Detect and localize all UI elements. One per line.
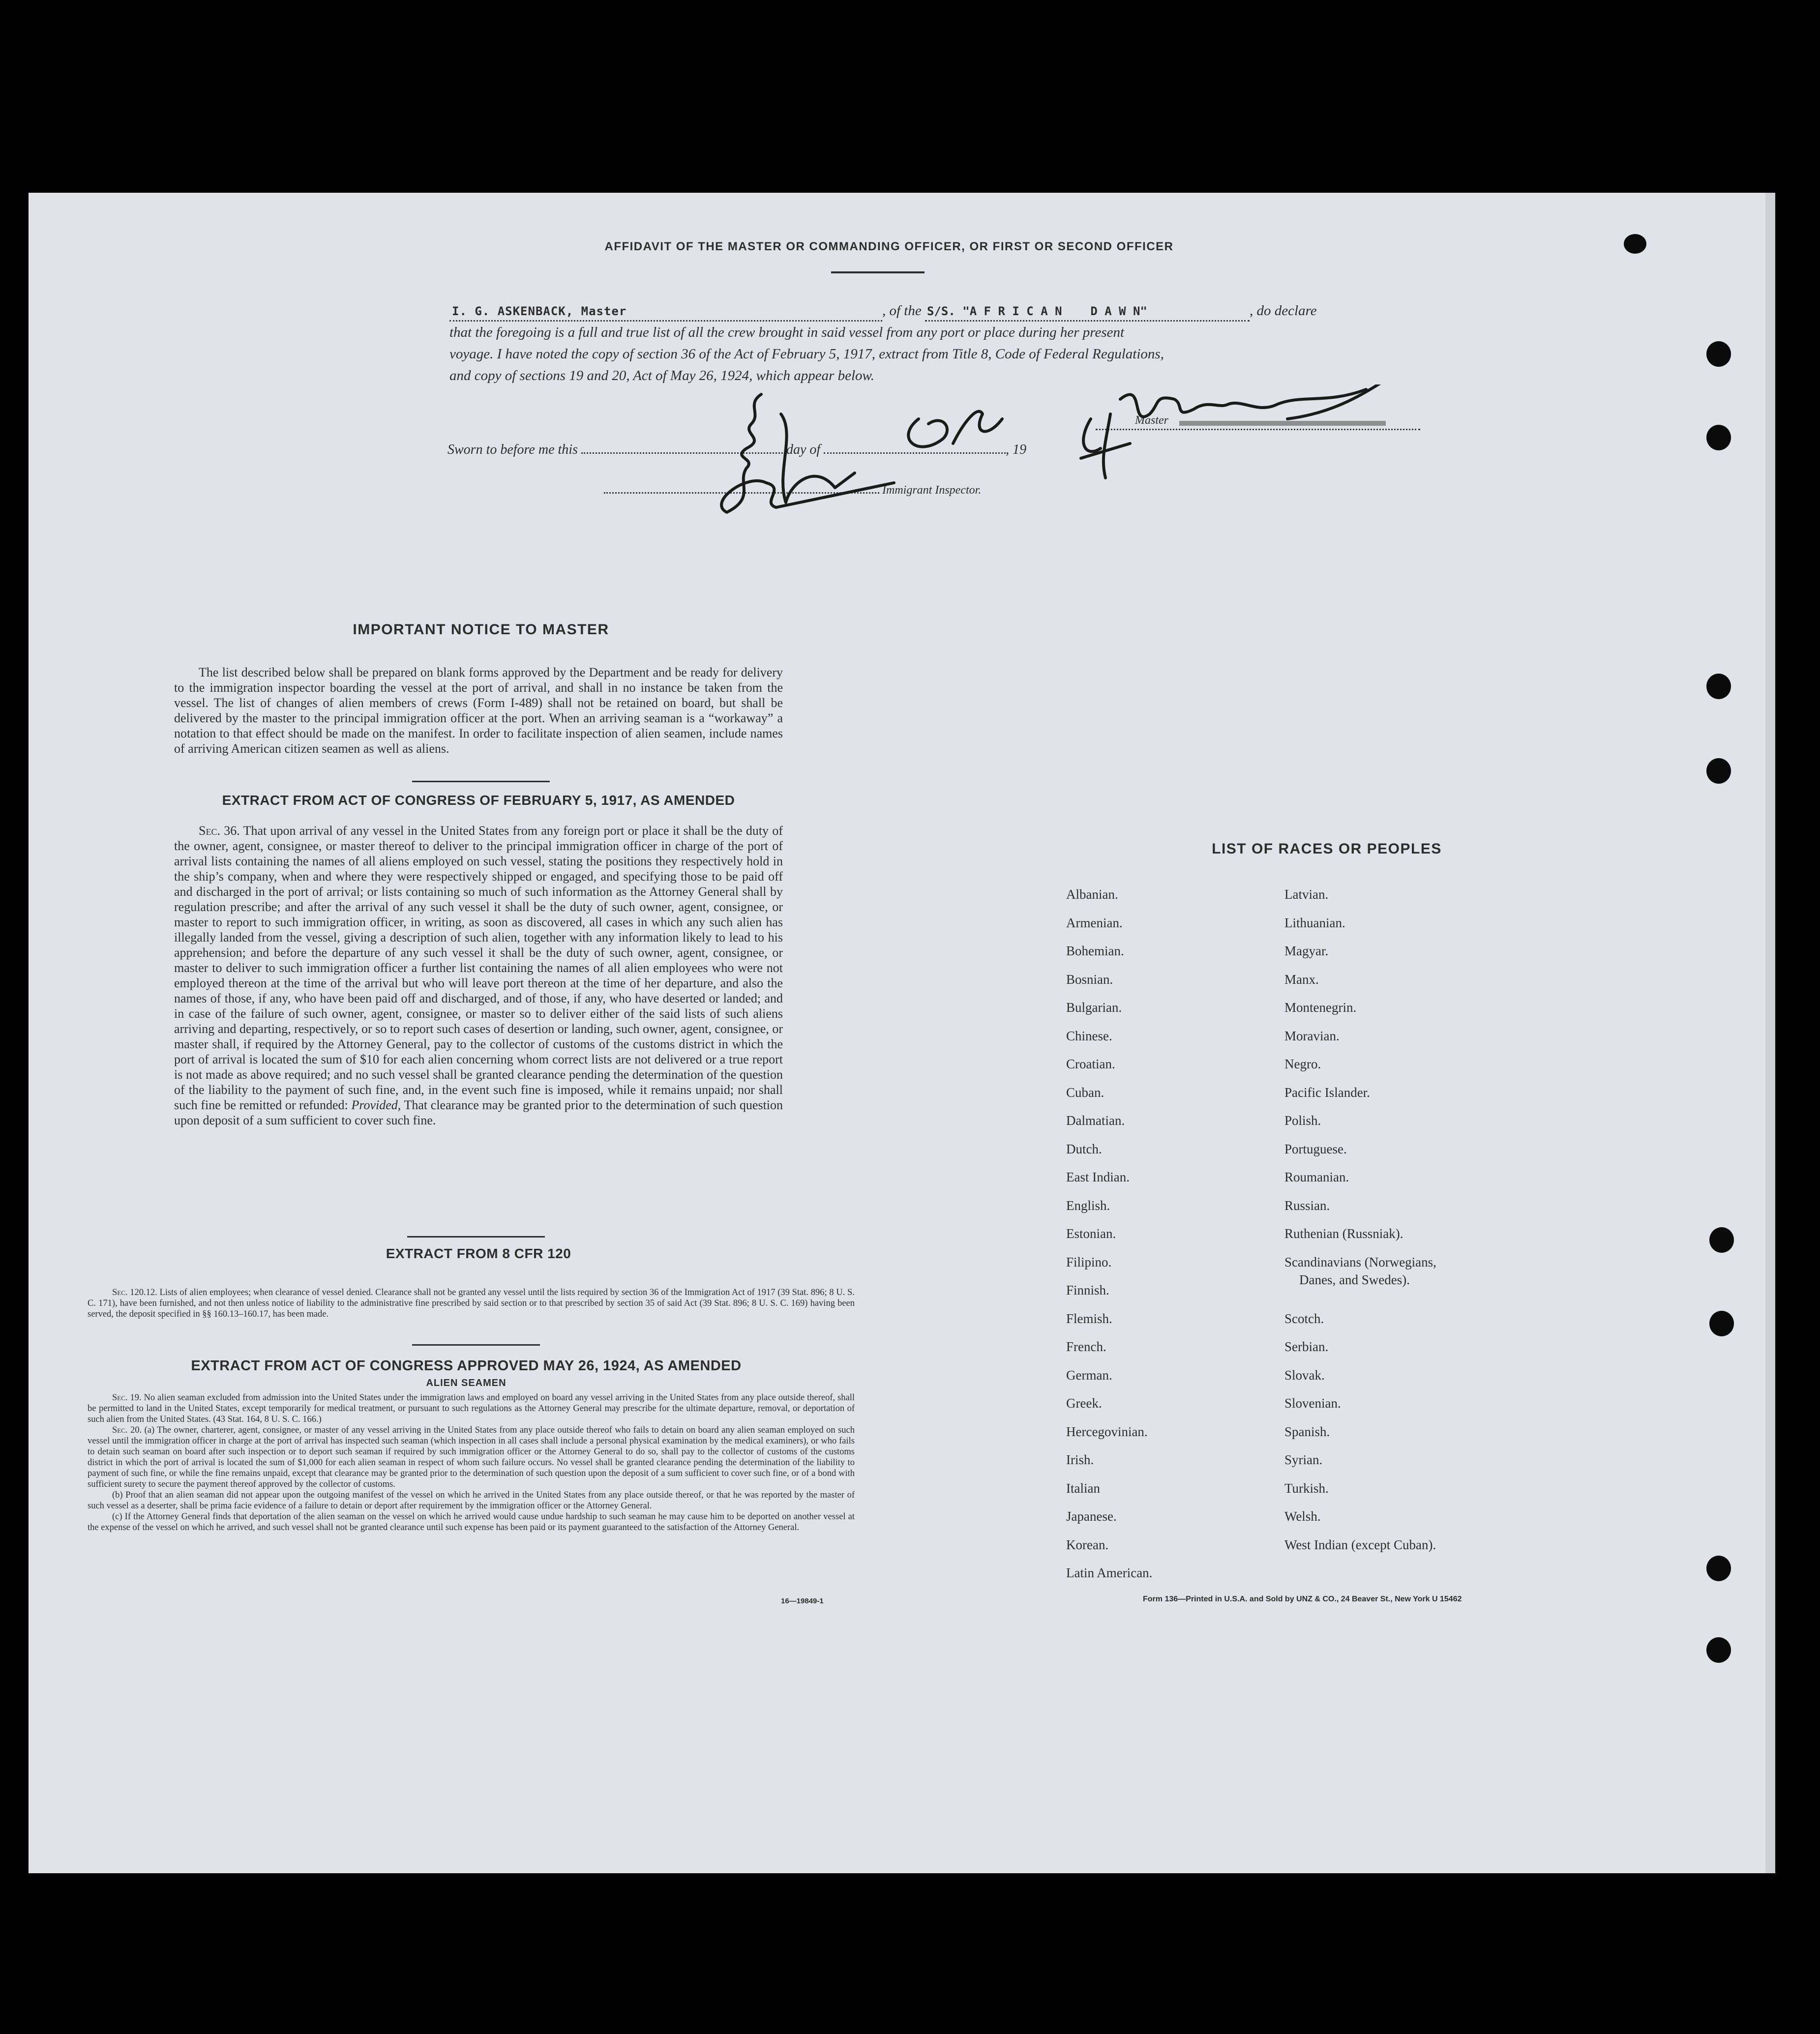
- notice-paragraph: [174, 665, 783, 756]
- race-item: Spanish.: [1284, 1424, 1330, 1439]
- race-item: Irish.: [1066, 1452, 1094, 1467]
- race-item: Portuguese.: [1284, 1141, 1347, 1156]
- extract-1917-body: [174, 823, 783, 1128]
- of-the-label: , of the: [882, 303, 922, 319]
- notice-title: IMPORTANT NOTICE TO MASTER: [353, 621, 609, 638]
- inspector-label: Immigrant Inspector.: [882, 484, 982, 497]
- sec-20a-paragraph: [88, 1425, 855, 1490]
- handwritten-signatures: [687, 384, 1405, 527]
- race-item: Latvian.: [1284, 887, 1329, 902]
- race-item: Polish.: [1284, 1113, 1321, 1128]
- sec-19-text: No alien seaman excluded from admission into the United States under the immigration laws and employed on board any vessel arriving in the United States from any place outside thereof, shall be permitted to land in the United States, except temporarily for medical treatment, or pursuant to such regulations as the Attorney General may prescribe for the ultimate departure, removal, or deportation of such alien from the United States. (43 Stat. 164, 8 U. S. C. 166.): [88, 1393, 855, 1424]
- alien-seamen-subtitle: ALIEN SEAMEN: [426, 1378, 507, 1388]
- races-title: LIST OF RACES OR PEOPLES: [1212, 841, 1442, 857]
- print-code: 16—19849-1: [781, 1597, 824, 1605]
- race-item: Bosnian.: [1066, 972, 1113, 987]
- declaration-line-4: and copy of sections 19 and 20, Act of May 26, 1924, which appear below.: [449, 368, 874, 383]
- races-list-left: [1066, 887, 1263, 1594]
- extract-1917-divider: [407, 1236, 545, 1238]
- master-name-value: I. G. ASKENBACK, Master: [452, 304, 627, 318]
- race-item: English.: [1066, 1198, 1110, 1213]
- affidavit-title: AFFIDAVIT OF THE MASTER OR COMMANDING OFFICER, OR FIRST OR SECOND OFFICER: [604, 240, 1174, 253]
- inspector-signature-stroke: [721, 394, 894, 512]
- master-name-field[interactable]: [449, 302, 882, 322]
- sec-36-label: Sec. 36.: [199, 824, 240, 838]
- race-item: Turkish.: [1284, 1480, 1329, 1496]
- vessel-name-value: S/S. "A F R I C A N D A W N": [927, 304, 1147, 318]
- sec-36-paragraph: [174, 823, 783, 1128]
- race-item: Filipino.: [1066, 1254, 1112, 1269]
- race-item: Lithuanian.: [1284, 915, 1345, 930]
- punch-hole: [1706, 425, 1731, 450]
- sec-20a-text: (a) The owner, charterer, agent, consignee, or master of any vessel arriving in the United States from any place outside thereof who fails to detain on board any alien seaman employed on such vessel until the immigration officer in charge at the port of arrival has inspected such seaman (which inspection in all cases shall include a personal physical examination by the medical examiners), or who fails to detain such seaman on board after such inspection or to deport such seaman if required by such immigration officer or the Attorney General to do so, shall pay to the collector of customs of the customs district in which the port of arrival is located the sum of $1,000 for each alien seaman in respect of whom such failure occurs. No vessel shall be granted clearance pending the determination of the liability to payment of such fine, or while the fine remains unpaid, except that clearance may be granted prior to the determination of such question upon the deposit of a sum sufficient to cover such fine, or of a bond with sufficient surety to secure the payment thereof approved by the collector of customs.: [88, 1425, 855, 1489]
- sheet-edge: [1765, 193, 1775, 1873]
- race-item: Syrian.: [1284, 1452, 1323, 1467]
- race-item: Latin American.: [1066, 1565, 1153, 1580]
- day-of-label: day of: [786, 442, 821, 457]
- race-item: Albanian.: [1066, 887, 1118, 902]
- do-declare-label: , do declare: [1250, 303, 1317, 319]
- race-item: Flemish.: [1066, 1311, 1112, 1326]
- race-item: French.: [1066, 1339, 1106, 1354]
- extract-cfr-divider: [412, 1344, 540, 1346]
- sec-120-12-label: Sec. 120.12.: [112, 1288, 157, 1297]
- punch-hole: [1706, 674, 1731, 699]
- title-rule: [831, 271, 925, 273]
- sec-20b-paragraph: (b) Proof that an alien seaman did not appear upon the outgoing manifest of the vessel on which he arrived in the United States from any place outside thereof, or that he was reported by the master of such vessel as a deserter, shall be prima facie evidence of a failure to detain or deport after requirement by the immigration officer or the Attorney General.: [88, 1490, 855, 1511]
- punch-hole: [1709, 1227, 1734, 1253]
- race-item: Manx.: [1284, 972, 1319, 987]
- punch-hole: [1706, 341, 1731, 367]
- sec-36-text: That upon arrival of any vessel in the United States from any foreign port or place it shall be the duty of the owner, agent, consignee, or master thereof to deliver to the principal immigration officer in charge of the port of arrival lists containing the names of all aliens employed on such vessel, stating the positions they respectively hold in the ship’s company, when and where they were respectively shipped or engaged, and specifying those to be paid off and discharged in the port of arrival; or lists containing so much of such information as the Attorney General shall by regulation prescribe; and after the arrival of any such vessel it shall be the duty of such owner, agent, consignee, or master to report to such immigration officer, in writing, as soon as discovered, all cases in which any such alien has illegally landed from the vessel, giving a description of such alien, together with any information likely to lead to his apprehension; and before the departure of any such vessel it shall be the duty of such owner, agent, consignee, or master to deliver to such immigration officer a further list containing the names of all alien employees who were not employed thereon at the time of the arrival but who will leave port thereon at the time of her departure, and also the names of those, if any, who have been paid off and discharged, and of those, if any, who have deserted or landed; and in case of the failure of such owner, agent, consignee, or master so to deliver either of the said lists of such aliens arriving and departing, respectively, or so to report such cases of desertion or landing, such owner, agent, consignee, or master shall, if required by the Attorney General, pay to the collector of customs of the customs district in which the port of arrival is located the sum of $10 for each alien concerning whom correct lists are not delivered or a true report is not made as above required; and no such vessel shall be granted clearance pending the determination of the question of the liability to the payment of such fine, and, in the event such fine is imposed, while it remains unpaid; nor shall such fine be remitted or refunded:: [174, 824, 783, 1112]
- sec-19-label: Sec. 19.: [112, 1393, 142, 1403]
- notice-text: The list described below shall be prepared on blank forms approved by the Department and be ready for delivery to the immigration inspector boarding the vessel at the port of arrival, and shall in no instance be taken from the vessel. The list of changes of alien members of crews (Form I-489) shall not be retained on board, but shall be delivered by the master to the principal immigration officer at the port. When an arriving seaman is a “workaway” a notation to that effect should be made on the manifest. In order to facilitate inspection of alien seamen, include names of arriving American citizen seamen as well as aliens.: [174, 665, 783, 756]
- race-item: Armenian.: [1066, 915, 1123, 930]
- sec-20-label: Sec. 20.: [112, 1425, 142, 1435]
- declaration-block: [449, 300, 1433, 386]
- race-item: Slovenian.: [1284, 1396, 1341, 1411]
- handwritten-month-stroke: [908, 412, 1002, 447]
- declaration-line-3: voyage. I have noted the copy of section 36 of the Act of February 5, 1917, extract from Title 8, Code of Federal Regulations,: [449, 346, 1164, 362]
- race-item: Welsh.: [1284, 1509, 1321, 1524]
- race-item: Bohemian.: [1066, 943, 1124, 958]
- races-list-right: [1284, 887, 1560, 1565]
- race-item: East Indian.: [1066, 1170, 1130, 1184]
- punch-hole: [1709, 1311, 1734, 1336]
- notice-divider: [412, 781, 550, 782]
- declaration-line-1: [449, 300, 1433, 322]
- race-item: Greek.: [1066, 1396, 1102, 1411]
- inspector-signature-stroke-2: [781, 414, 855, 502]
- race-item: Moravian.: [1284, 1028, 1340, 1043]
- punch-hole: [1624, 234, 1646, 254]
- race-item: Dutch.: [1066, 1141, 1102, 1156]
- extract-1924-title: EXTRACT FROM ACT OF CONGRESS APPROVED MAY 26, 1924, AS AMENDED: [191, 1358, 742, 1374]
- form-page: [29, 193, 1765, 1873]
- race-item: Scotch.: [1284, 1311, 1324, 1326]
- race-item: German.: [1066, 1367, 1112, 1383]
- race-item: Bulgarian.: [1066, 1000, 1122, 1015]
- race-item: Estonian.: [1066, 1226, 1116, 1241]
- race-item: Italian: [1066, 1480, 1100, 1496]
- sec-36-text-end: That clearance may be granted prior to the determination of such question upon deposit of a sum sufficient to cover such fine.: [174, 1098, 783, 1127]
- vessel-name-field[interactable]: [925, 302, 1250, 322]
- sec-19-paragraph: [88, 1392, 855, 1425]
- race-item: Danes, and Swedes).: [1299, 1272, 1410, 1287]
- master-label: Master: [1135, 414, 1168, 427]
- provided-word: Provided,: [351, 1098, 401, 1112]
- race-item: Magyar.: [1284, 943, 1329, 958]
- race-item: Roumanian.: [1284, 1170, 1349, 1184]
- race-item: West Indian (except Cuban).: [1284, 1537, 1436, 1552]
- form-imprint: Form 136—Printed in U.S.A. and Sold by UNZ & CO., 24 Beaver St., New York U 15462: [1143, 1595, 1462, 1603]
- punch-hole: [1706, 1556, 1731, 1581]
- punch-hole: [1706, 1637, 1731, 1663]
- extract-1917-title: EXTRACT FROM ACT OF CONGRESS OF FEBRUARY 5, 1917, AS AMENDED: [222, 793, 735, 808]
- declaration-line-2: that the foregoing is a full and true list of all the crew brought in said vessel from any port or place during her present: [449, 324, 1125, 340]
- race-item: Chinese.: [1066, 1028, 1112, 1043]
- extract-cfr-body: [88, 1287, 855, 1320]
- race-item: Korean.: [1066, 1537, 1109, 1552]
- extract-1924-body: [88, 1392, 855, 1533]
- handwritten-year-stroke: [1081, 414, 1130, 478]
- sec-20c-paragraph: (c) If the Attorney General finds that deportation of the alien seaman on the vessel on which he arrived would cause undue hardship to such seaman he may cause him to be deported on another vessel at the expense of the vessel on which he arrived, and such vessel shall not be granted clearance until such expense has been paid or its payment guaranteed to the satisfaction of the Attorney General.: [88, 1512, 855, 1533]
- sworn-label: Sworn to before me this: [448, 442, 578, 457]
- race-item: Japanese.: [1066, 1509, 1117, 1524]
- race-item: Dalmatian.: [1066, 1113, 1125, 1128]
- race-item: Croatian.: [1066, 1057, 1115, 1071]
- sec-120-12-text: Lists of alien employees; when clearance of vessel denied. Clearance shall not be granted any vessel until the lists required by section 36 of the Immigration Act of 1917 (39 Stat. 896; 8 U. S. C. 171), have been furnished, and not then unless notice of liability to the administrative fine prescribed by said section or to that prescribed by section 35 of said Act (39 Stat. 896; 8 U. S. C. 169) having been served, the deposit specified in §§ 160.13–160.17, has been made.: [88, 1288, 855, 1319]
- punch-hole: [1706, 758, 1731, 784]
- sec-120-12-paragraph: [88, 1287, 855, 1320]
- master-signature-stroke: [1120, 384, 1386, 419]
- race-item: Serbian.: [1284, 1339, 1329, 1354]
- race-item: Hercegovinian.: [1066, 1424, 1148, 1439]
- race-item: Cuban.: [1066, 1085, 1104, 1100]
- race-item: Finnish.: [1066, 1283, 1109, 1297]
- race-item: Scandinavians (Norwegians,: [1284, 1254, 1436, 1269]
- race-item: Ruthenian (Russniak).: [1284, 1226, 1403, 1241]
- year-prefix-label: , 19: [1006, 442, 1027, 457]
- race-item: Russian.: [1284, 1198, 1330, 1213]
- race-item: Slovak.: [1284, 1367, 1325, 1383]
- extract-cfr-title: EXTRACT FROM 8 CFR 120: [386, 1246, 571, 1261]
- race-item: Pacific Islander.: [1284, 1085, 1370, 1100]
- race-item: Negro.: [1284, 1057, 1321, 1071]
- race-item: Montenegrin.: [1284, 1000, 1357, 1015]
